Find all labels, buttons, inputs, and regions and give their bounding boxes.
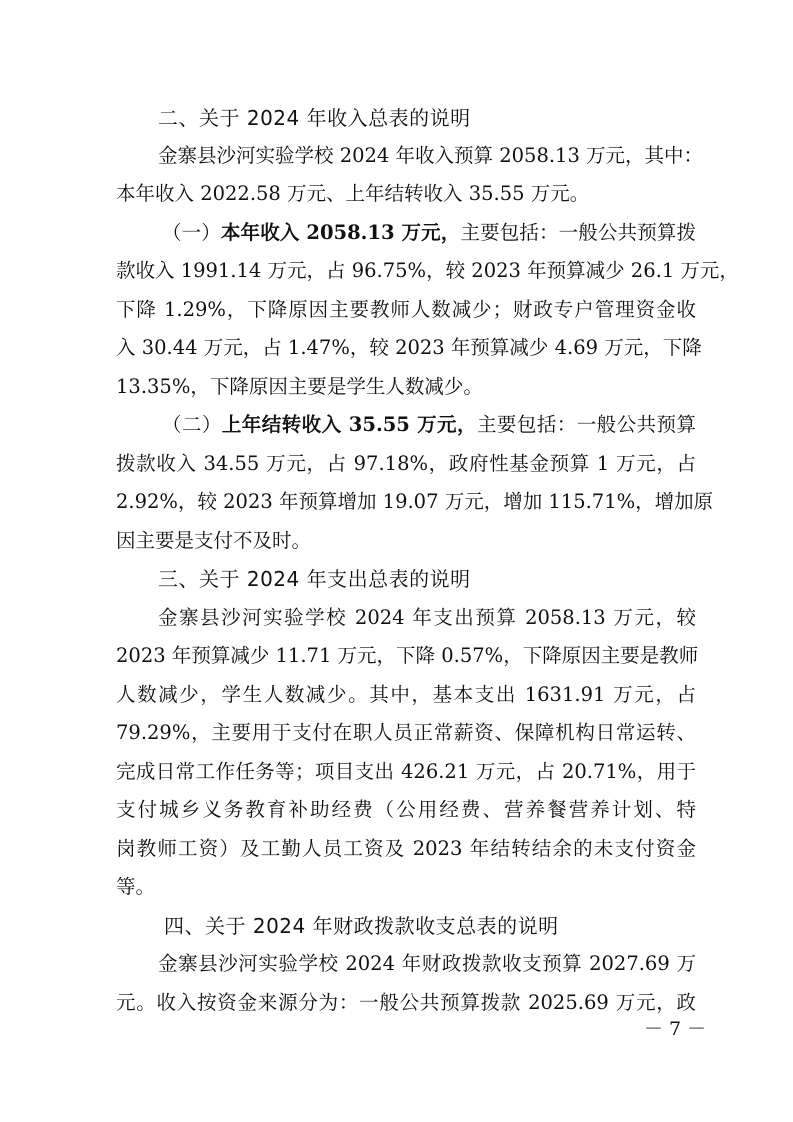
section-4-heading: 四、关于 2024 年财政拨款收支总表的说明	[164, 914, 559, 938]
s2-para2-prefix: （一）	[162, 221, 221, 244]
s2-para3-rest: 主要包括：一般公共预算	[476, 413, 696, 436]
s4-line1: 金寨县沙河实验学校 2024 年财政拨款收支预算 2027.69 万	[158, 952, 696, 975]
s3-line6: 支付城乡义务教育补助经费（公用经费、营养餐营养计划、特	[116, 798, 696, 821]
s2-para3-line2: 拨款收入 34.55 万元，占 97.18%，政府性基金预算 1 万元，占	[116, 452, 696, 475]
section-3-heading: 三、关于 2024 年支出总表的说明	[158, 567, 471, 591]
s2-para2-line3: 下降 1.29%，下降原因主要教师人数减少；财政专户管理资金收	[116, 298, 696, 321]
s2-para3-line4: 因主要是支付不及时。	[116, 529, 312, 552]
s3-line4: 79.29%，主要用于支付在职人员正常薪资、保障机构日常运转、	[116, 721, 696, 744]
s3-line1: 金寨县沙河实验学校 2024 年支出预算 2058.13 万元，较	[158, 606, 696, 629]
section-2-heading: 二、关于 2024 年收入总表的说明	[158, 106, 471, 130]
s2-para3-line1	[162, 411, 696, 439]
s2-para2-line2: 款收入 1991.14 万元，占 96.75%，较 2023 年预算减少 26.1 万元，	[116, 259, 739, 282]
s3-line7: 岗教师工资）及工勤人员工资及 2023 年结转结余的未支付资金	[116, 837, 696, 860]
s3-line2: 2023 年预算减少 11.71 万元，下降 0.57%，下降原因主要是教师	[116, 644, 699, 667]
s3-line3: 人数减少，学生人数减少。其中，基本支出 1631.91 万元，占	[116, 683, 696, 706]
s4-line2: 元。收入按资金来源分为：一般公共预算拨款 2025.69 万元，政	[116, 991, 696, 1014]
s2-para2-bold: 本年收入 2058.13 万元，	[220, 221, 461, 244]
s2-para2-rest: 主要包括：一般公共预算拨	[460, 221, 696, 244]
s2-para2-line1	[162, 219, 696, 247]
s2-para2-line5: 13.35%，下降原因主要是学生人数减少。	[116, 375, 483, 398]
s2-para3-bold: 上年结转收入 35.55 万元，	[221, 413, 477, 436]
s2-para2-line4: 入 30.44 万元，占 1.47%，较 2023 年预算减少 4.69 万元，下降	[116, 336, 702, 359]
s2-para1-line1: 金寨县沙河实验学校 2024 年收入预算 2058.13 万元，其中：	[158, 144, 704, 167]
page-number: － 7 －	[644, 1018, 707, 1040]
s3-line5: 完成日常工作任务等；项目支出 426.21 万元，占 20.71%，用于	[116, 760, 696, 783]
s2-para3-line3: 2.92%，较 2023 年预算增加 19.07 万元，增加 115.71%，增加原	[116, 490, 714, 513]
s2-para3-prefix: （二）	[162, 413, 222, 436]
s2-para1-line2: 本年收入 2022.58 万元、上年结转收入 35.55 万元。	[116, 182, 590, 205]
s3-line8: 等。	[116, 875, 156, 898]
